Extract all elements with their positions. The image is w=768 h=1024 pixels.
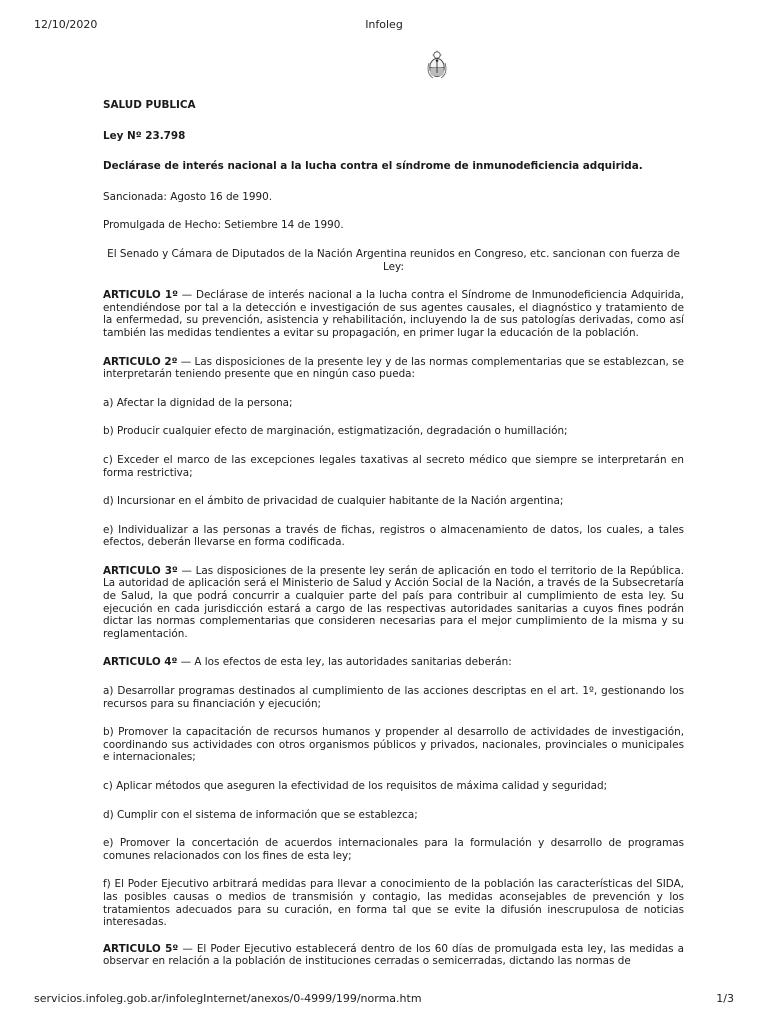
article-1 [103, 289, 684, 339]
article-text: — El Poder Ejecutivo establecerá dentro de los 60 días de promulgada esta ley, las medidas a observar en relación a la población de instituciones cerradas o semicerradas, dictando las normas de [103, 942, 684, 968]
print-footer [34, 992, 734, 1008]
list-item: e) Individualizar a las personas a través de fichas, registros o almacenamiento de datos, los cuales, a tales efectos, deberán llevarse en forma codificada. [103, 523, 684, 549]
article-label: ARTICULO 5º [103, 942, 179, 955]
list-item: a) Desarrollar programas destinados al cumplimiento de las acciones descriptas en el art. 1º, gestionando los recursos para su financiación y ejecución; [103, 685, 684, 710]
article-text: — Las disposiciones de la presente ley y de las normas complementarias que se establezcan, se interpretarán teniendo presente que en ningún caso pueda: [103, 355, 684, 381]
article-3 [103, 565, 684, 641]
article-text: — Declárase de interés nacional a la lucha contra el Síndrome de Inmunodeficiencia Adquirida, entendiéndose por tal a la detección e investigación de sus agentes causales, el diagnóstico y tratamiento de la enfermedad, su prevención, asistencia y rehabilitación, incluyendo la de sus patologías derivadas, como así también las medidas tendientes a evitar su propagación, en primer lugar la educación de la población. [103, 289, 684, 339]
article-label: ARTICULO 1º [103, 289, 178, 302]
print-date: 12/10/2020 [34, 18, 98, 31]
law-document [103, 99, 684, 984]
section-title: SALUD PUBLICA [103, 99, 196, 111]
list-item: f) El Poder Ejecutivo arbitrará medidas para llevar a conocimiento de la población las características del SIDA, las posibles causas o medios de transmisión y contagio, las medidas aconsejables de prevención y los tratamientos adecuados para su curación, en forma tal que se evite la difusión inescrupulosa de noticias interesadas. [103, 878, 684, 929]
list-item: e) Promover la concertación de acuerdos internacionales para la formulación y desarrollo de programas comunes relacionados con los fines de esta ley; [103, 837, 684, 862]
list-item: b) Promover la capacitación de recursos humanos y propender al desarrollo de actividades de investigación, coordinando sus actividades con otros organismos públicos y privados, nacionales, provinciales o municipales e internacionales; [103, 726, 684, 764]
list-item: b) Producir cualquier efecto de marginación, estigmatización, degradación o humillación; [103, 425, 568, 438]
list-item: a) Afectar la dignidad de la persona; [103, 396, 293, 409]
preamble: El Senado y Cámara de Diputados de la Nación Argentina reunidos en Congreso, etc. sancionan con fuerza de Ley: [107, 247, 680, 273]
law-heading: Declárase de interés nacional a la lucha contra el síndrome de inmunodeficiencia adquirida. [103, 160, 643, 173]
list-item: c) Exceder el marco de las excepciones legales taxativas al secreto médico que siempre se interpretarán en forma restrictiva; [103, 453, 684, 479]
article-label: ARTICULO 2º [103, 355, 178, 368]
article-label: ARTICULO 4º [103, 656, 178, 669]
list-item: c) Aplicar métodos que aseguren la efectividad de los requisitos de máxima calidad y seguridad; [103, 780, 608, 792]
national-coat-of-arms-icon [426, 50, 448, 80]
law-number: Ley Nº 23.798 [103, 129, 186, 142]
article-4 [103, 656, 684, 669]
list-item: d) Cumplir con el sistema de información que se establezca; [103, 808, 418, 821]
promulgation-date: Promulgada de Hecho: Setiembre 14 de 1990. [103, 219, 344, 232]
article-2 [103, 356, 684, 381]
page-url-link[interactable]: servicios.infoleg.gob.ar/infolegInternet/anexos/0-4999/199/norma.htm [34, 992, 422, 1005]
article-5 [103, 943, 684, 968]
sanction-date: Sancionada: Agosto 16 de 1990. [103, 190, 272, 203]
list-item: d) Incursionar en el ámbito de privacidad de cualquier habitante de la Nación argentina; [103, 495, 564, 508]
site-title: Infoleg [365, 18, 403, 31]
article-label: ARTICULO 3º [103, 564, 178, 577]
article-text: — A los efectos de esta ley, las autoridades sanitarias deberán: [177, 656, 512, 669]
print-header [34, 18, 734, 34]
page-number: 1/3 [716, 992, 734, 1005]
article-text: — Las disposiciones de la presente ley serán de aplicación en todo el territorio de la República. La autoridad de aplicación será el Ministerio de Salud y Acción Social de la Nación, a través de la Subsecretaría de Salud, la que podrá concurrir a cualquier parte del país para contribuir al cumplimiento de esta ley. Su ejecución en cada jurisdicción estará a cargo de las respectivas autoridades sanitarias a cuyos fines podrán dictar las normas complementarias que consideren necesarias para el mejor cumplimiento de la misma y su reglamentación. [103, 564, 684, 640]
